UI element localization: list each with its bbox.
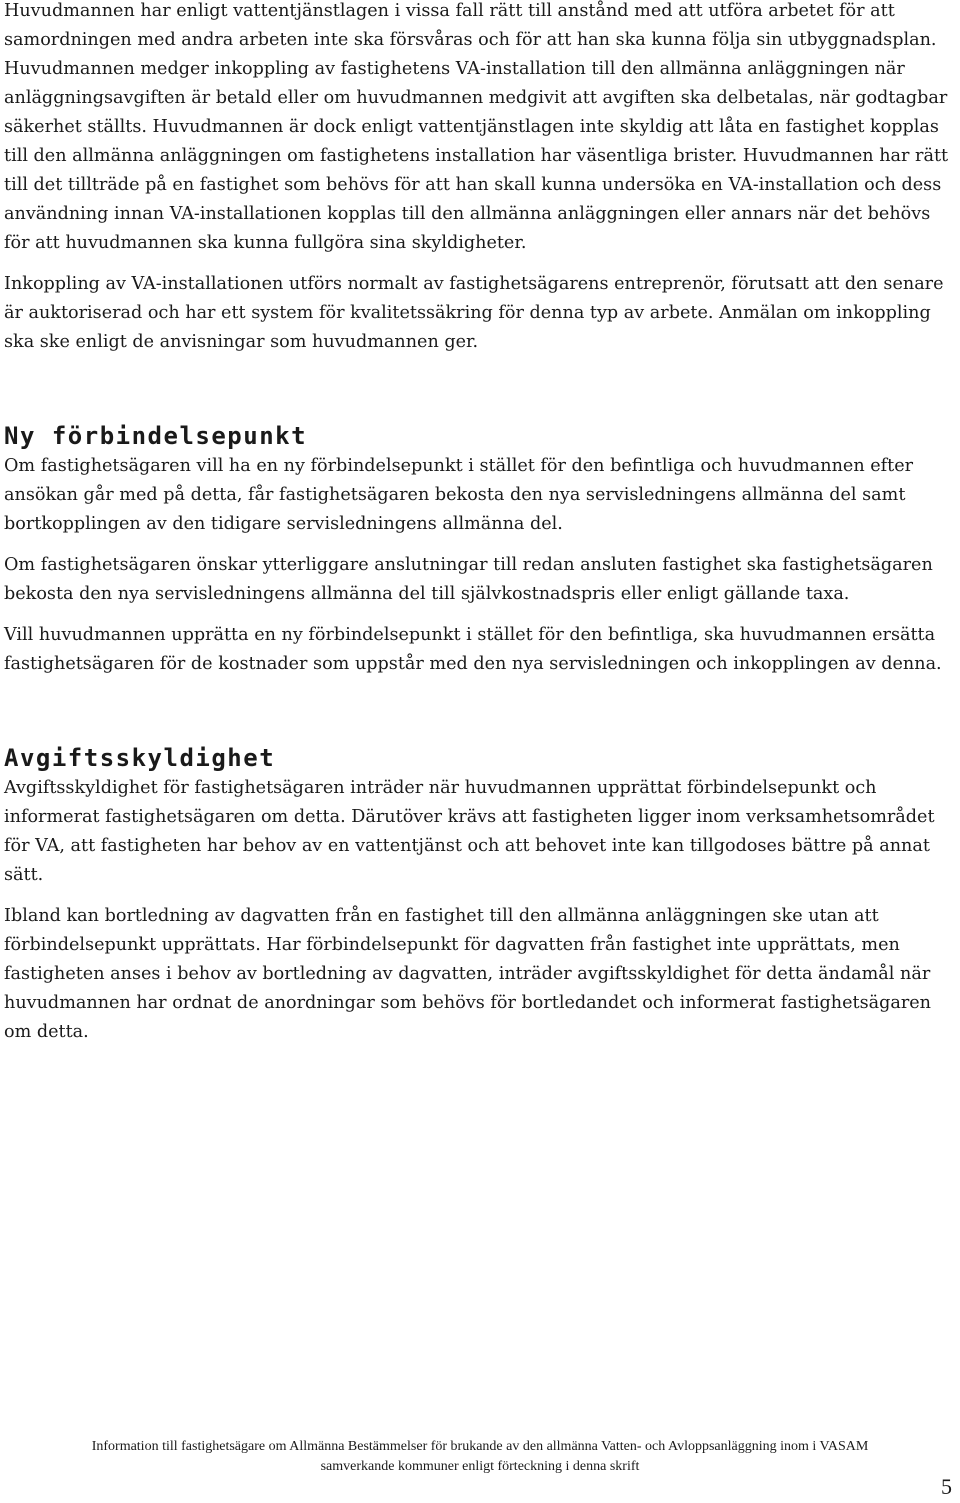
paragraph-anstand-inkoppling: Huvudmannen har enligt vattentjänstlagen i vissa fall rätt till anstånd med att utföra arbetet för att samordningen med andra arbeten inte ska försvåras och för att han ska kunna följa sin utbyggnadsplan. Huvudmannen medger inkoppling av fastighetens VA-installation till den allmänna anläggningen när anläggningsavgiften är betald eller om huvudmannen medgivit att avgiften ska delbetalas, när godtagbar säkerhet ställts. Huvudmannen är dock enligt vattentjänstlagen inte skyldig att låta en fastighet kopplas till den allmänna anläggningen om fastighetens installation har väsentliga brister. Huvudmannen har rätt till det tillträde på en fastighet som behövs för att han skall kunna undersöka en VA-installation och dess användning innan VA-installationen kopplas till den allmänna anläggningen eller annars när det behövs för att huvudmannen ska kunna fullgöra sina skyldigheter. [4,1,949,253]
paragraph-avgiftsskyldighet-1: Avgiftsskyldighet för fastighetsägaren inträder när huvudmannen upprättat förbindelsepunkt och informerat fastighetsägaren om detta. Därutöver krävs att fastigheten ligger inom verksamhetsområdet för VA, att fastigheten har behov av en vattentjänst och att behovet inte kan tillgodoses bättre på annat sätt. [4,778,935,885]
page-footer [0,1437,960,1477]
page-number: 5 [941,1474,952,1499]
paragraph-avgiftsskyldighet-2: Ibland kan bortledning av dagvatten från en fastighet till den allmänna anläggningen ske utan att förbindelsepunkt upprättats. Har förbindelsepunkt för dagvatten från fastighet inte upprättats, men fastigheten anses i behov av bortledning av dagvatten, inträder avgiftsskyldighet för detta ändamål när huvudmannen har ordnat de anordningar som behövs för bortledandet och informerat fastighetsägaren om detta. [4,906,932,1042]
document-page [4,0,956,1047]
heading-avgiftsskyldighet: Avgiftsskyldighet [4,744,276,772]
paragraph-ny-forbindelsepunkt-2: Om fastighetsägaren önskar ytterliggare anslutningar till redan ansluten fastighet ska fastighetsägaren bekosta den nya servisledningens allmänna del till självkostnadspris eller enligt gällande taxa. [4,555,933,604]
paragraph-ny-forbindelsepunkt-1: Om fastighetsägaren vill ha en ny förbindelsepunkt i stället för den befintliga och huvudmannen efter ansökan går med på detta, får fastighetsägaren bekosta den nya servisledningens allmänna del samt bortkopplingen av den tidigare servisledningens allmänna del. [4,456,914,534]
paragraph-ny-forbindelsepunkt-3: Vill huvudmannen upprätta en ny förbindelsepunkt i stället för den befintliga, ska huvudmannen ersätta fastighetsägaren för de kostnader som uppstår med den nya servisledningen och inkopplingen av denna. [4,625,942,674]
footer-line-1: Information till fastighetsägare om Allmänna Bestämmelser för brukande av den allmänna Vatten- och Avloppsanläggning inom i VASAM [91,1439,869,1454]
footer-line-2: samverkande kommuner enligt förteckning i denna skrift [320,1459,640,1474]
paragraph-inkoppling-entreprenor: Inkoppling av VA-installationen utförs normalt av fastighetsägarens entreprenör, förutsatt att den senare är auktoriserad och har ett system för kvalitetssäkring för denna typ av arbete. Anmälan om inkoppling ska ske enligt de anvisningar som huvudmannen ger. [4,274,944,352]
heading-ny-forbindelsepunkt: Ny förbindelsepunkt [4,422,308,450]
